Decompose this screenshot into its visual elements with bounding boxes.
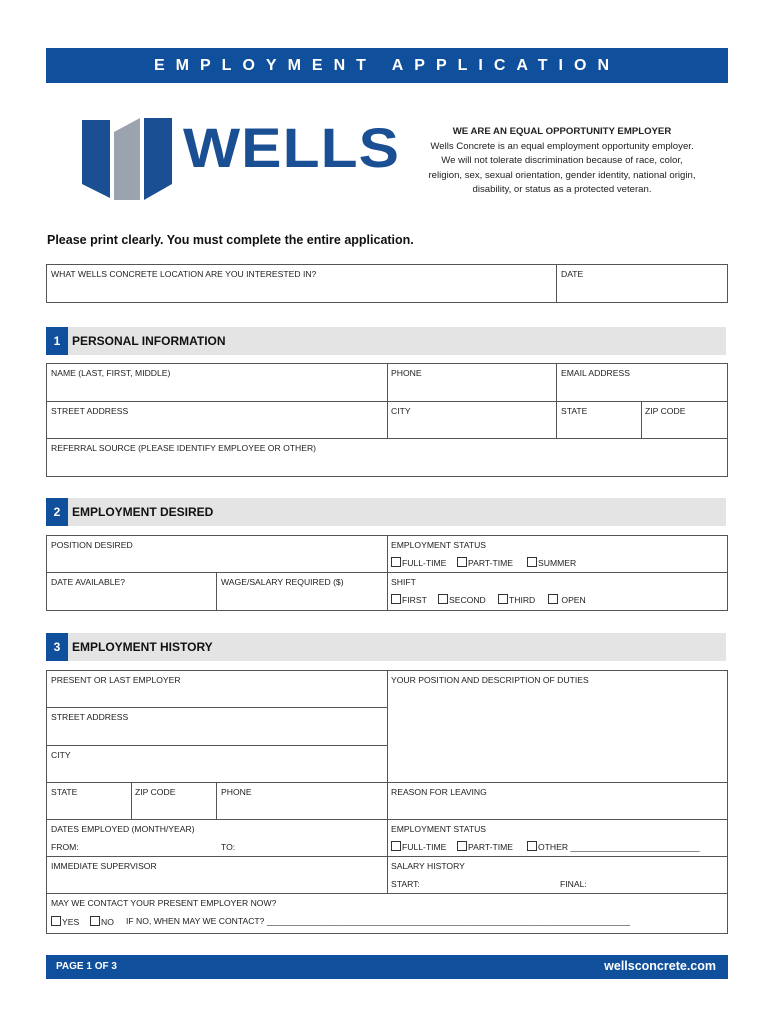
contact-employer-label: MAY WE CONTACT YOUR PRESENT EMPLOYER NOW?	[51, 898, 277, 908]
section-employment-history-header	[46, 633, 726, 661]
status-field	[388, 536, 727, 573]
section-number: 1	[46, 327, 68, 355]
employer-phone-field[interactable]	[217, 783, 388, 820]
dates-employed-label: DATES EMPLOYED (MONTH/YEAR)	[51, 824, 195, 834]
from-label: FROM:	[51, 842, 79, 852]
employer-state-label: STATE	[51, 787, 78, 797]
history-status-label: EMPLOYMENT STATUS	[391, 824, 487, 834]
checkbox-icon	[457, 557, 467, 567]
city-field[interactable]	[388, 402, 557, 439]
phone-field[interactable]	[388, 364, 557, 402]
employer-label: PRESENT OR LAST EMPLOYER	[51, 675, 181, 685]
shift-label: SHIFT	[391, 577, 416, 587]
instructions: Please print clearly. You must complete the entire application.	[47, 233, 414, 247]
checkbox-icon	[527, 557, 537, 567]
start-salary-label: START:	[391, 879, 420, 889]
section-title: EMPLOYMENT DESIRED	[72, 505, 214, 519]
full-time-checkbox[interactable]: FULL-TIME	[391, 557, 446, 568]
wells-logo-icon	[80, 118, 174, 200]
section-title: EMPLOYMENT HISTORY	[72, 640, 213, 654]
checkbox-icon	[391, 557, 401, 567]
wage-field[interactable]	[217, 573, 388, 610]
name-field[interactable]	[47, 364, 388, 402]
employer-phone-label: PHONE	[221, 787, 252, 797]
employer-zip-label: ZIP CODE	[135, 787, 176, 797]
second-shift-checkbox[interactable]: SECOND	[438, 594, 486, 605]
history-status-field	[388, 820, 727, 857]
summer-checkbox[interactable]: SUMMER	[527, 557, 576, 568]
date-available-field[interactable]	[47, 573, 217, 610]
supervisor-label: IMMEDIATE SUPERVISOR	[51, 861, 157, 871]
checkbox-icon	[90, 916, 100, 926]
email-label: EMAIL ADDRESS	[561, 368, 630, 378]
reason-label: REASON FOR LEAVING	[391, 787, 487, 797]
duties-label: YOUR POSITION AND DESCRIPTION OF DUTIES	[391, 675, 589, 685]
checkbox-icon	[548, 594, 558, 604]
checkbox-icon	[438, 594, 448, 604]
employer-city-label: CITY	[51, 750, 71, 760]
street-field[interactable]	[47, 402, 388, 439]
salary-history-field[interactable]	[388, 857, 727, 894]
name-label: NAME (LAST, FIRST, MIDDLE)	[51, 368, 171, 378]
location-label: WHAT WELLS CONCRETE LOCATION ARE YOU INTERESTED IN?	[51, 269, 317, 279]
phone-label: PHONE	[391, 368, 422, 378]
state-label: STATE	[561, 406, 588, 416]
zip-label: ZIP CODE	[645, 406, 686, 416]
employer-city-field[interactable]	[47, 746, 388, 783]
employer-street-label: STREET ADDRESS	[51, 712, 129, 722]
form-title: EMPLOYMENT APPLICATION	[154, 56, 620, 74]
location-date-box	[46, 264, 728, 303]
eeo-title: WE ARE AN EQUAL OPPORTUNITY EMPLOYER	[452, 126, 672, 137]
salary-history-label: SALARY HISTORY	[391, 861, 465, 871]
street-label: STREET ADDRESS	[51, 406, 129, 416]
eeo-line: disability, or status as a protected veteran.	[472, 184, 652, 195]
checkbox-icon	[527, 841, 537, 851]
eeo-line: Wells Concrete is an equal employment opportunity employer.	[430, 140, 694, 152]
footer-bar	[46, 955, 728, 979]
eeo-line: We will not tolerate discrimination because of race, color,	[441, 155, 683, 166]
checkbox-icon	[457, 841, 467, 851]
final-salary-label: FINAL:	[560, 879, 587, 889]
duties-field[interactable]	[388, 671, 727, 783]
employer-field[interactable]	[47, 671, 388, 708]
personal-info-table	[46, 363, 728, 477]
status-label: EMPLOYMENT STATUS	[391, 540, 487, 550]
checkbox-icon	[498, 594, 508, 604]
history-other-checkbox[interactable]: OTHER ___________________________	[527, 841, 700, 852]
open-shift-checkbox[interactable]: OPEN	[548, 594, 586, 605]
to-label: TO:	[221, 842, 236, 852]
supervisor-field[interactable]	[47, 857, 388, 894]
employment-history-table	[46, 670, 728, 934]
page-number: PAGE 1 OF 3	[56, 961, 117, 972]
location-field[interactable]	[47, 265, 557, 302]
date-field[interactable]	[557, 265, 727, 302]
state-field[interactable]	[557, 402, 642, 439]
position-field[interactable]	[47, 536, 388, 573]
checkbox-icon	[51, 916, 61, 926]
city-label: CITY	[391, 406, 411, 416]
section-title: PERSONAL INFORMATION	[72, 334, 226, 348]
website-url: wellsconcrete.com	[604, 959, 716, 973]
date-label: DATE	[561, 269, 584, 279]
employer-zip-field[interactable]	[132, 783, 217, 820]
checkbox-icon	[391, 594, 401, 604]
reason-field[interactable]	[388, 783, 727, 820]
date-available-label: DATE AVAILABLE?	[51, 577, 126, 587]
section-personal-info-header	[46, 327, 726, 355]
contact-when-field[interactable]: IF NO, WHEN MAY WE CONTACT? ____________________________________________________________________________	[126, 916, 631, 926]
checkbox-icon	[391, 841, 401, 851]
contact-yes-checkbox[interactable]: YES	[51, 916, 79, 927]
referral-field[interactable]	[47, 439, 727, 476]
eeo-statement	[412, 125, 712, 198]
first-shift-checkbox[interactable]: FIRST	[391, 594, 427, 605]
employment-desired-table	[46, 535, 728, 611]
shift-field	[388, 573, 727, 610]
contact-employer-field	[47, 894, 727, 933]
referral-label: REFERRAL SOURCE (PLEASE IDENTIFY EMPLOYEE OR OTHER)	[51, 443, 317, 453]
dates-employed-field[interactable]	[47, 820, 388, 857]
history-part-time-checkbox[interactable]: PART-TIME	[457, 841, 513, 852]
employer-state-field[interactable]	[47, 783, 132, 820]
contact-no-checkbox[interactable]: NO	[90, 916, 114, 927]
email-field[interactable]	[557, 364, 727, 402]
history-full-time-checkbox[interactable]: FULL-TIME	[391, 841, 446, 852]
eeo-line: religion, sex, sexual orientation, gender identity, national origin,	[428, 169, 696, 181]
wells-wordmark: WELLS	[183, 116, 401, 179]
employer-street-field[interactable]	[47, 708, 388, 746]
third-shift-checkbox[interactable]: THIRD	[498, 594, 535, 605]
part-time-checkbox[interactable]: PART-TIME	[457, 557, 513, 568]
position-label: POSITION DESIRED	[51, 540, 133, 550]
wage-label: WAGE/SALARY REQUIRED ($)	[221, 577, 344, 587]
form-title-banner	[46, 48, 728, 83]
section-employment-desired-header	[46, 498, 726, 526]
zip-field[interactable]	[642, 402, 727, 439]
section-number: 3	[46, 633, 68, 661]
section-number: 2	[46, 498, 68, 526]
